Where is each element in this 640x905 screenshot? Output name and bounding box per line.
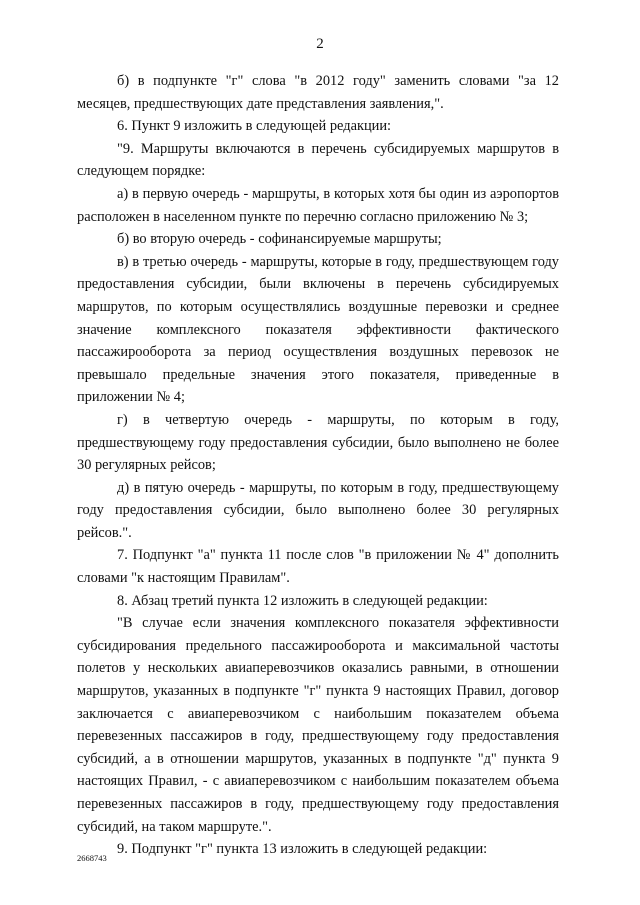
paragraph-9g: г) в четвертую очередь - маршруты, по которым в году, предшествующему году предоставления субсидии, было выполнено не более 30 регулярных рейсов; <box>77 411 559 474</box>
document-code: 2668743 <box>77 853 107 863</box>
paragraph-9a: а) в первую очередь - маршруты, в которых хотя бы один из аэропортов расположен в населенном пункте по перечню согласно приложению № 3; <box>77 185 559 225</box>
document-body <box>77 70 559 861</box>
paragraph-9-intro: "9. Маршруты включаются в перечень субсидируемых маршрутов в следующем порядке: <box>77 140 559 180</box>
paragraph-8: 8. Абзац третий пункта 12 изложить в следующей редакции: <box>117 592 488 609</box>
paragraph-8-text: "В случае если значения комплексного показателя эффективности субсидирования предельного пассажирооборота и максимальной частоты полетов у нескольких авиаперевозчиков оказались равными, в отношении маршрутов, указанных в подпункте "г" пункта 9 настоящих Правил, договор заключается с авиаперевозчиком с наибольшим показателем объема перевезенных пассажиров в году, предшествующему году предоставления субсидий, а в отношении маршрутов, указанных в подпункте "д" пункта 9 настоящих Правил, - с авиаперевозчиком с наибольшим показателем объема перевезенных пассажиров в году, предшествующему году предоставления субсидий, на таком маршруте.". <box>77 615 559 835</box>
page-number: 2 <box>316 36 324 52</box>
paragraph-9b: б) во вторую очередь - софинансируемые маршруты; <box>117 231 442 248</box>
paragraph-9-heading: 9. Подпункт "г" пункта 13 изложить в следующей редакции: <box>117 841 488 858</box>
paragraph-6: 6. Пункт 9 изложить в следующей редакции: <box>117 118 392 135</box>
paragraph-7: 7. Подпункт "а" пункта 11 после слов "в приложении № 4" дополнить словами "к настоящим Правилам". <box>77 547 559 587</box>
paragraph-9d: д) в пятую очередь - маршруты, по которым в году, предшествующему году предоставления субсидии, было выполнено более 30 регулярных рейсов.". <box>77 479 559 541</box>
paragraph-1b: б) в подпункте "г" слова "в 2012 году" заменить словами "за 12 месяцев, предшествующих дате представления заявления,". <box>77 73 559 112</box>
paragraph-9v: в) в третью очередь - маршруты, которые в году, предшествующем году предоставления субсидии, были включены в перечень субсидируемых маршрутов, по которым осуществлялись воздушные перевозки и среднее значение комплексного показателя эффективности фактического пассажирооборота за период осуществления воздушных перевозок не превышало предельные значения этого показателя, приведенные в приложении № 4; <box>77 253 559 406</box>
